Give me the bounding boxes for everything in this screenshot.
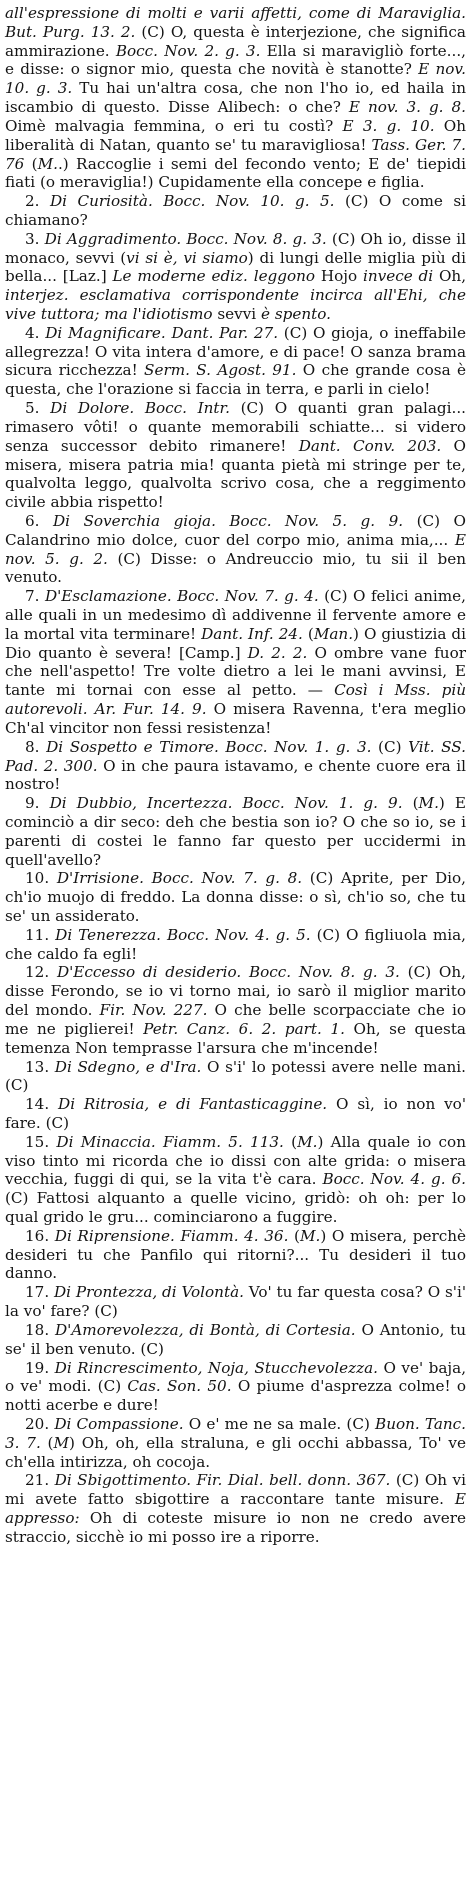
italic-text-run: M.: [37, 154, 58, 173]
entry-sense-19: [5, 1359, 466, 1415]
entry-paragraph: [5, 4, 466, 192]
italic-text-run: Dant. Inf. 24.: [201, 624, 303, 643]
italic-text-run: E nov. 3. g. 8.: [348, 98, 466, 117]
roman-text-run: 16.: [25, 1226, 55, 1245]
roman-text-run: O misera Ravenna, t'era meglio Ch'al vincitor non fessi resistenza!: [5, 700, 466, 737]
roman-text-run: (C) Oh vi mi avete fatto sbigottire a raccontare tante misure.: [5, 1471, 466, 1509]
italic-text-run: è spento.: [261, 305, 331, 323]
roman-text-run: (C): [371, 737, 409, 756]
italic-text-run: D'Esclamazione. Bocc. Nov. 7. g. 4.: [44, 587, 319, 606]
roman-text-run: Oimè malvagia femmina, o eri tu costì?: [5, 116, 343, 135]
entry-sense-10: [5, 869, 466, 925]
italic-text-run: Di Ritrosia, e di Fantasticaggine.: [58, 1095, 328, 1114]
roman-text-run: sevvi: [212, 305, 261, 323]
italic-text-run: invece di: [363, 267, 434, 286]
roman-text-run: (C) Fattosi alquanto a quelle vicino, gridò: oh oh: per lo qual grido le gru... cominciarono a fuggire.: [5, 1189, 466, 1226]
italic-text-run: Di Soverchia gioja. Bocc. Nov. 5. g. 9.: [52, 511, 404, 530]
entry-sense-21: [5, 1471, 466, 1546]
roman-text-run: Vo' tu far questa cosa? O s'i' la vo' fare? (C): [5, 1283, 466, 1321]
italic-text-run: D'Eccesso di desiderio. Bocc. Nov. 8. g. 3.: [56, 963, 400, 982]
roman-text-run: 17.: [25, 1283, 54, 1302]
italic-text-run: Di Minaccia. Fiamm. 5. 113.: [56, 1132, 284, 1151]
entry-sense-17: [5, 1283, 466, 1321]
roman-text-run: (: [402, 794, 419, 813]
entry-sense-6: [5, 512, 466, 587]
roman-text-run: 3.: [25, 229, 45, 248]
italic-text-run: D'Irrisione. Bocc. Nov. 7. g. 8.: [56, 869, 303, 888]
entry-sense-8: [5, 738, 466, 794]
roman-text-run: (C) O figliuola mia, che caldo fa egli!: [5, 925, 466, 963]
roman-text-run: ) O giustizia di Dio quanto è severa! [Camp.]: [5, 624, 466, 662]
italic-text-run: Di Sospetto e Timore. Bocc. Nov. 1. g. 3.: [46, 737, 372, 756]
roman-text-run: (C) O come si chiamano?: [5, 192, 466, 229]
roman-text-run: ) di lungi delle miglia più di bella... [Laz.]: [5, 248, 467, 286]
roman-text-run: O che grande cosa è questa, che l'orazione si faccia in terra, e parli in cielo!: [5, 361, 466, 399]
italic-text-run: M.: [297, 1132, 318, 1151]
roman-text-run: 14.: [25, 1095, 59, 1114]
entry-sense-20: [5, 1415, 466, 1471]
roman-text-run: .) Raccoglie i semi del fecondo vento; E de' tiepidi fiati (o meraviglia!) Cupidamente ella concepe e figlia.: [5, 154, 466, 192]
entry-sense-7: [5, 587, 466, 738]
italic-text-run: Petr. Canz. 6. 2. part. 1.: [143, 1019, 345, 1038]
roman-text-run: (C) O quanti gran palagi... rimasero vôti! o quante memorabili schiatte... si videro senza successor debito rimanere!: [5, 399, 466, 455]
italic-text-run: E nov. 5. g. 2.: [5, 530, 466, 568]
roman-text-run: 18.: [25, 1320, 55, 1339]
roman-text-run: ) Alla quale io con viso tinto mi ricorda che io dissi con alte grida: o misera vecchia, fuggi di qui, se la vita t'è cara.: [5, 1132, 466, 1189]
italic-text-run: Man.: [313, 624, 354, 643]
roman-text-run: 4.: [25, 323, 46, 342]
entry-sense-12: [5, 963, 466, 1057]
roman-text-run: ) E cominciò a dir seco: deh che bestia son io? O che so io, se i parenti di costei le fanno far questo per uccidermi in quell'avello?: [5, 794, 467, 869]
italic-text-run: E nov. 10. g. 3.: [5, 60, 466, 98]
roman-text-run: O sì, io non vo' fare. (C): [5, 1095, 466, 1132]
italic-text-run: Di Rincrescimento, Noja, Stucchevolezza.: [54, 1358, 378, 1377]
roman-text-run: 21.: [25, 1471, 55, 1490]
roman-text-run: 15.: [25, 1132, 57, 1151]
roman-text-run: 11.: [25, 925, 56, 944]
entry-sense-11: [5, 926, 466, 964]
roman-text-run: 10.: [25, 869, 57, 888]
roman-text-run: 20.: [25, 1414, 55, 1433]
roman-text-run: Oh, se questa temenza Non temprasse l'arsura che m'incende!: [5, 1019, 466, 1057]
italic-text-run: Buon. Tanc. 3. 7.: [5, 1414, 466, 1452]
italic-text-run: E appresso:: [5, 1490, 466, 1527]
roman-text-run: O Antonio, tu se' il ben venuto. (C): [5, 1320, 466, 1358]
roman-text-run: 13.: [25, 1057, 55, 1076]
italic-text-run: Bocc. Nov. 4. g. 6.: [322, 1170, 466, 1189]
italic-text-run: Di Riprensione. Fiamm. 4. 36.: [54, 1226, 289, 1245]
italic-text-run: interjez. esclamativa corrispondente incirca all'Ehi, che vive tuttora; ma l'idiotismo: [5, 286, 466, 323]
roman-text-run: (: [302, 624, 314, 643]
roman-text-run: Oh liberalità di Natan, quanto se' tu maravigliosa!: [5, 116, 467, 154]
italic-text-run: Di Dubbio, Incertezza. Bocc. Nov. 1. g. 9.: [49, 794, 403, 813]
roman-text-run: (C) O, questa è interjezione, che significa ammirazione.: [5, 22, 466, 60]
roman-text-run: Oh,: [433, 267, 467, 286]
entry-sense-13: [5, 1058, 466, 1096]
roman-text-run: O ve' baja, o ve' modi. (C): [5, 1358, 467, 1396]
italic-text-run: Serm. S. Agost. 91.: [144, 361, 297, 380]
italic-text-run: D'Amorevolezza, di Bontà, di Cortesia.: [54, 1320, 356, 1339]
roman-text-run: O in che paura istavamo, e chente cuore era il nostro!: [5, 756, 466, 794]
roman-text-run: 5.: [25, 399, 51, 418]
roman-text-run: 8.: [25, 737, 47, 756]
entry-sense-3: [5, 230, 466, 324]
italic-text-run: M.: [418, 794, 439, 813]
italic-text-run: Dant. Conv. 203.: [298, 436, 442, 455]
roman-text-run: 19.: [25, 1358, 55, 1377]
entry-sense-15: [5, 1133, 466, 1227]
italic-text-run: E 3. g. 10.: [342, 116, 435, 135]
roman-text-run: (: [24, 154, 38, 173]
italic-text-run: Cas. Son. 50.: [127, 1377, 232, 1396]
italic-text-run: vi si è, vi siamo: [126, 248, 248, 267]
roman-text-run: 12.: [25, 963, 57, 982]
italic-text-run: Di Magnificare. Dant. Par. 27.: [45, 323, 279, 342]
roman-text-run: O e' me ne sa male. (C): [183, 1414, 376, 1433]
italic-text-run: Di Aggradimento. Bocc. Nov. 8. g. 3.: [44, 229, 327, 248]
roman-text-run: 9.: [25, 794, 50, 813]
roman-text-run: (C) Oh io, disse il monaco, sevvi (: [5, 229, 466, 267]
roman-text-run: 6.: [25, 511, 53, 530]
italic-text-run: Le moderne ediz. leggono: [112, 267, 316, 286]
italic-text-run: M: [53, 1433, 70, 1452]
italic-text-run: Di Compassione.: [54, 1414, 184, 1433]
entry-sense-2: [5, 192, 466, 230]
entry-sense-16: [5, 1227, 466, 1283]
roman-text-run: (C) Disse: o Andreuccio mio, tu sii il ben venuto.: [5, 549, 466, 587]
italic-text-run: Di Tenerezza. Bocc. Nov. 4. g. 5.: [55, 925, 311, 944]
italic-text-run: Così i Mss. più autorevoli. Ar. Fur. 14. 9.: [5, 681, 467, 719]
roman-text-run: O misera, misera patria mia! quanta pietà mi stringe per te, qualvolta leggo, qualvolta scrivo cosa, che a reggimento civile abbia rispetto!: [5, 436, 466, 512]
roman-text-run: (C) O felici anime, alle quali in un medesimo dì addivenne il fervente amore e la mortal vita terminare!: [5, 587, 466, 643]
roman-text-run: (: [40, 1433, 54, 1452]
italic-text-run: Vit. SS. Pad. 2. 300.: [5, 737, 466, 775]
roman-text-run: O ombre vane fuor che nell'aspetto! Tre volte dietro a lei le mani avvinsi, E tante mi tornai con esse al petto. —: [5, 643, 466, 700]
entry-sense-9: [5, 794, 466, 869]
roman-text-run: (C) Oh, disse Ferondo, se io vi torno mai, io sarò il miglior marito del mondo.: [5, 963, 466, 1020]
roman-text-run: (: [288, 1226, 300, 1245]
roman-text-run: 2.: [25, 192, 50, 211]
roman-text-run: Ella si maravigliò forte..., e disse: o signor mio, questa che novità è stanotte?: [5, 41, 466, 79]
entry-sense-5: [5, 399, 466, 512]
roman-text-run: Hojo: [315, 267, 363, 286]
roman-text-run: ) Oh, oh, ella straluna, e gli occhi abbassa, To' ve ch'ella intirizza, oh cocoja.: [5, 1433, 466, 1471]
italic-text-run: Tass. Ger. 7. 76: [5, 135, 466, 173]
italic-text-run: D. 2. 2.: [247, 643, 308, 662]
roman-text-run: (C) O Calandrino mio dolce, cuor del corpo mio, anima mia,...: [5, 511, 466, 549]
roman-text-run: 7.: [25, 587, 45, 606]
italic-text-run: M.: [299, 1226, 321, 1245]
roman-text-run: O che belle scorpacciate che io me ne piglierei!: [5, 1001, 466, 1038]
roman-text-run: (C) Aprite, per Dio, ch'io muojo di freddo. La donna disse: o sì, ch'io so, che tu se' un assiderato.: [5, 869, 466, 925]
roman-text-run: Tu hai un'altra cosa, che non l'ho io, ed haila in iscambio di questo. Disse Alibech: o che?: [5, 79, 467, 117]
roman-text-run: ) O misera, perchè desideri tu che Panfilo qui ritorni?... Tu desideri il tuo danno.: [5, 1226, 466, 1283]
italic-text-run: Di Dolore. Bocc. Intr.: [50, 399, 230, 418]
roman-text-run: O piume d'asprezza colme! o notti acerbe e dure!: [5, 1377, 467, 1415]
italic-text-run: Fir. Nov. 227.: [99, 1001, 208, 1020]
roman-text-run: O s'i' lo potessi avere nelle mani. (C): [5, 1057, 466, 1095]
italic-text-run: Di Sbigottimento. Fir. Dial. bell. donn. 367.: [54, 1471, 391, 1490]
entry-sense-14: [5, 1095, 466, 1133]
roman-text-run: (C) O gioja, o ineffabile allegrezza! O vita intera d'amore, e di pace! O sanza brama sicura ricchezza!: [5, 323, 466, 380]
italic-text-run: Bocc. Nov. 2. g. 3.: [115, 41, 261, 60]
italic-text-run: Di Sdegno, e d'Ira.: [54, 1057, 202, 1076]
italic-text-run: Di Curiosità. Bocc. Nov. 10. g. 5.: [49, 192, 335, 211]
italic-text-run: Di Prontezza, di Volontà.: [53, 1283, 244, 1302]
entry-sense-4: [5, 324, 466, 399]
italic-text-run: all'espressione di molti e varii affetti, come di Maraviglia. But. Purg. 13. 2.: [5, 4, 466, 41]
roman-text-run: Oh di coteste misure io non ne credo avere straccio, sicchè io mi posso ire a riporre.: [5, 1509, 466, 1546]
roman-text-run: (: [283, 1132, 298, 1151]
entry-sense-18: [5, 1321, 466, 1359]
